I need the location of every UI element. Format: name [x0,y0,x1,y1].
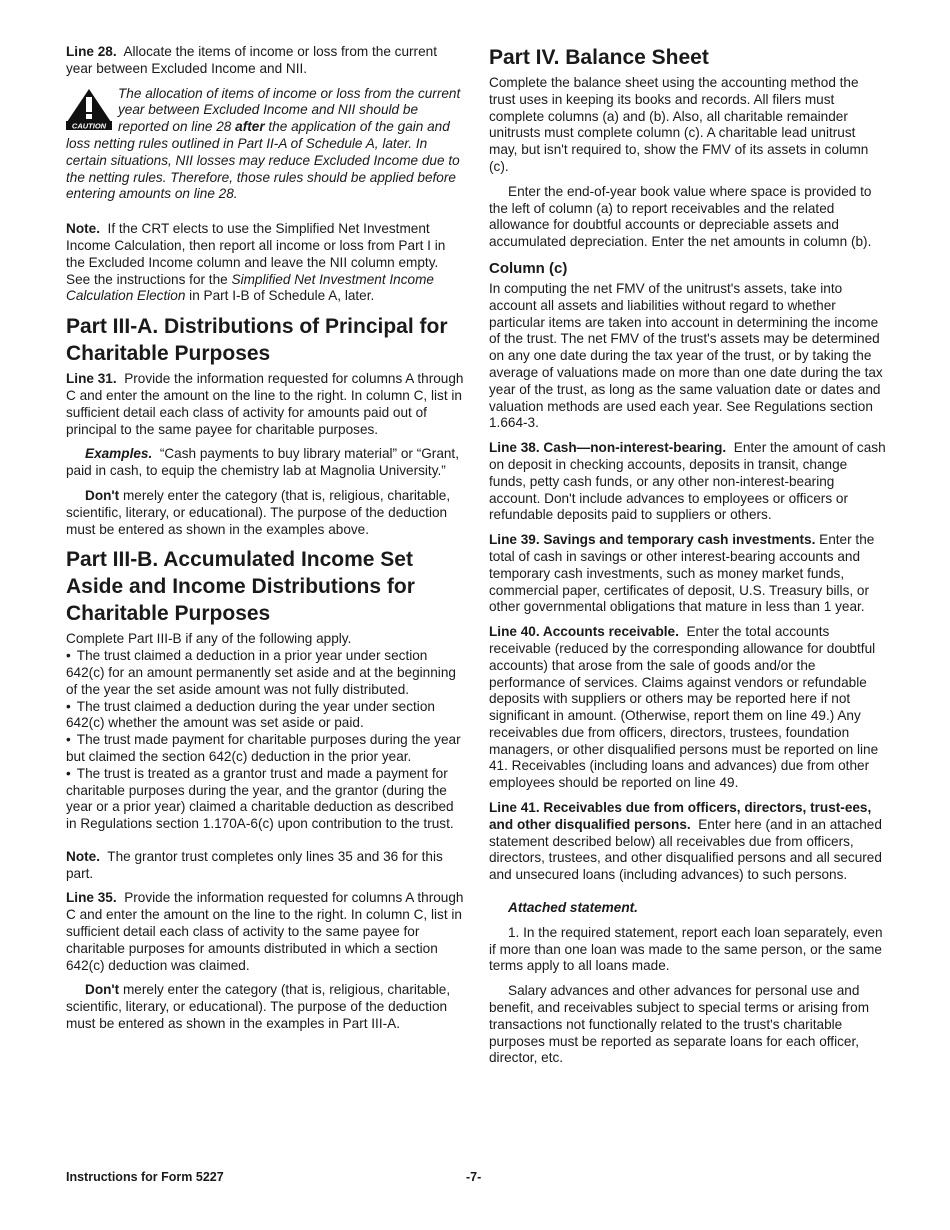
attached-statement-heading: Attached statement. [508,900,638,916]
line-40-paragraph: Line 40. Accounts receivable. Enter the total accounts receivable (reduced by the corresponding allowance for doubtful accounts) that arose from the sale of goods and/or the performance of services. Claims against vendors or refundable deposits with suppliers or others may be reported here if not significant in amount. (Otherwise, report them on line 49.) Any receivables due from officers, directors, trustees, foundation managers, or other disqualified persons must be reported on line 41. Receivables (including loans and advances) due from other employees should be reported on line 49. [489,624,879,791]
heading-part-iv: Part IV. Balance Sheet [489,46,709,69]
line-39-paragraph: Line 39. Savings and temporary cash investments. Enter the total of cash in savings or other interest-bearing accounts and temporary cash investments, such as money market funds, commercial paper, certificates of deposit, U.S. Treasury bills, or other governmental obligations that mature in less than 1 year. [489,532,875,615]
column-c-paragraph: In computing the net FMV of the unitrust's assets, take into account all assets and liabilities without regard to whether particular items are taken into account in determining the income of the trust. The net FMV of the trust's assets may be determined on any one date during the tax year of the trust, or by taking the average of valuations made on more than one date during the tax year of the trust, as long as the same valuation date or dates and valuation methods are used each year. See Regulations section 1.664-3. [489,280,883,431]
attached-statement-item-1: 1. In the required statement, report each loan separately, even if more than one loan was made to the same person, or the same terms apply to all loans made. [489,924,883,974]
list-item: • The trust claimed a deduction during the year under section 642(c) whether the amount was set aside or paid. [66,699,464,733]
examples-paragraph: Examples. “Cash payments to buy library material” or “Grant, paid in cash, to equip the chemistry lab at Magnolia University.” [66,446,459,479]
part-iii-b-intro: Complete Part III-B if any of the following apply. [66,631,352,647]
list-item: • The trust claimed a deduction in a prior year under section 642(c) for an amount permanently set aside and at the beginning of the year the set aside amount was not fully distributed. [66,648,464,698]
part-iii-b-list [66,631,464,833]
dont-paragraph-1: Don't merely enter the category (that is, religious, charitable, scientific, literary, or educational). The purpose of the deduction must be entered as shown in the examples above. [66,487,451,537]
footer-page-number: -7- [466,1170,482,1184]
heading-part-iii-a: Part III-A. Distributions of Principal for Charitable Purposes [66,315,448,366]
footer-form-name: Instructions for Form 5227 [66,1170,224,1184]
line-28-paragraph: Line 28. Allocate the items of income or loss from the current year between Excluded Income and NII. [66,44,437,76]
list-item: • The trust is treated as a grantor trust and made a payment for charitable purposes during the year, and the grantor (during the year or a prior year) claimed a charitable deduction as described in Regulations section 1.170A-6(c) upon contribution to the trust. [66,766,464,833]
note-grantor-trust: Note. The grantor trust completes only lines 35 and 36 for this part. [66,848,443,881]
right-column [489,44,887,1075]
attached-statement-salary: Salary advances and other advances for personal use and benefit, and receivables subject to special terms or arising from transactions not functionally related to the trust's charitable purposes must be reported as separate loans for each officer, director, etc. [489,983,870,1066]
part-iv-intro: Complete the balance sheet using the accounting method the trust uses in keeping its books and records. All filers must complete columns (a) and (b). Also, all charitable remainder unitrusts must complete column (c). A charitable lead unitrust may, but isn't required to, show the FMV of its assets in column (c). [489,75,869,174]
left-column [66,44,464,1041]
line-35-paragraph: Line 35. Provide the information requested for columns A through C and enter the amount on the line to the right. In column C, list in sufficient detail each class of activity to the same payee for charitable purposes for amounts distributed in which a section 642(c) deduction was claimed. [66,890,464,973]
dont-paragraph-2: Don't merely enter the category (that is, religious, charitable, scientific, literary, or educational). The purpose of the deduction must be entered as shown in the examples in Part III-A. [66,982,451,1032]
caution-icon [66,88,112,130]
note-simplified-nii: Note. If the CRT elects to use the Simplified Net Investment Income Calculation, then report all income or loss from Part I in the Excluded Income column and leave the NII column empty. See the instructions for the Simplified Net Investment Income Calculation Election in Part I-B of Schedule A, later. [66,221,446,304]
line-38-paragraph: Line 38. Cash—non-interest-bearing. Enter the amount of cash on deposit in checking accounts, deposits in transit, change funds, petty cash funds, or any other non-interest-bearing account. Don't include advances to employees or officers or refundable deposits paid to suppliers or others. [489,440,886,523]
svg-text:CAUTION: CAUTION [71,121,107,130]
line-41-paragraph: Line 41. Receivables due from officers, directors, trust-ees, and other disqualified persons. Enter here (and in an attached statement described below) all receivables due from officers, directors, trustees, and other disqualified persons and all secured and unsecured loans (including advances) to such persons. [489,800,882,883]
caution-note: CAUTION The allocation of items of income or loss from the current year between Excluded Income and NII should be reported on line 28 after the application of the gain and loss netting rules outlined in Part II-A of Schedule A, later. In certain situations, NII losses may reduce Excluded Income due to the netting rules. Therefore, those rules should be applied before entering amounts on line 28. [66,85,461,202]
line-31-paragraph: Line 31. Provide the information requested for columns A through C and enter the amount on the line to the right. In column C, list in sufficient detail each class of activity for amounts paid out of principal to the same payee for charitable purposes. [66,371,464,437]
heading-column-c: Column (c) [489,259,568,277]
list-item: • The trust made payment for charitable purposes during the year but claimed the section 642(c) deduction in the prior year. [66,732,464,766]
part-iv-book-value: Enter the end-of-year book value where space is provided to the left of column (a) to report receivables and the related allowance for doubtful accounts or depreciable assets and accumulated depreciation. Enter the net amounts in column (b). [489,183,872,250]
heading-part-iii-b: Part III-B. Accumulated Income Set Aside and Income Distributions for Charitable Purposes [66,548,415,626]
